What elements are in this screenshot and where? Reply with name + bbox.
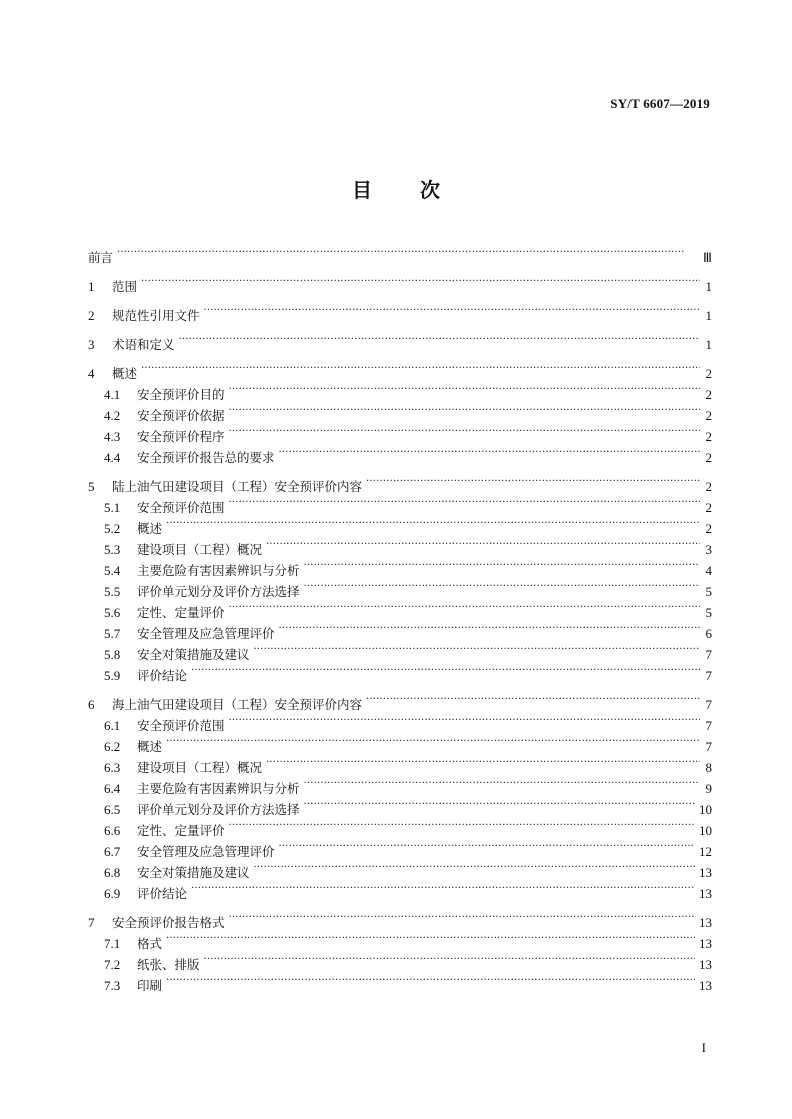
toc-entry-number: 5.7 xyxy=(104,626,121,641)
title-char-2: 次 xyxy=(420,178,440,202)
toc-entry-page: 12 xyxy=(699,844,712,859)
toc-entry-number: 7.3 xyxy=(104,978,121,993)
toc-entry-label: 前言 xyxy=(88,250,114,265)
toc-entry-label: 安全预评价程序 xyxy=(137,429,225,444)
toc-entry-label: 术语和定义 xyxy=(112,337,175,352)
toc-entry-number: 3 xyxy=(88,337,95,352)
toc-entry-label: 概述 xyxy=(137,739,163,754)
toc-entry-label: 安全预评价依据 xyxy=(137,408,225,423)
toc-entry-page: 8 xyxy=(705,760,712,775)
toc-entry-label: 主要危险有害因素辨识与分析 xyxy=(137,781,300,796)
table-of-contents xyxy=(88,248,712,997)
toc-leader-dots xyxy=(141,277,700,291)
toc-leader-dots xyxy=(229,406,700,420)
toc-entry[interactable] xyxy=(88,779,712,800)
toc-entry-number: 4 xyxy=(88,366,95,381)
toc-entry-page: 7 xyxy=(705,647,712,662)
toc-entry-page: 13 xyxy=(699,865,712,880)
toc-entry[interactable] xyxy=(88,498,712,519)
toc-entry[interactable] xyxy=(88,582,712,603)
toc-entry[interactable] xyxy=(88,821,712,842)
toc-entry-label: 建设项目（工程）概况 xyxy=(137,760,263,775)
toc-leader-dots xyxy=(304,561,700,575)
toc-entry-label: 评价单元划分及评价方法选择 xyxy=(137,802,300,817)
standard-code: SY/T 6607—2019 xyxy=(610,96,710,111)
toc-entry[interactable] xyxy=(88,645,712,666)
toc-entry[interactable] xyxy=(88,842,712,863)
toc-entry-label: 规范性引用文件 xyxy=(112,308,200,323)
toc-entry-page: 5 xyxy=(705,584,712,599)
toc-entry-label: 纸张、排版 xyxy=(137,957,200,972)
toc-entry-page: 2 xyxy=(705,500,712,515)
toc-entry-number: 5.1 xyxy=(104,500,121,515)
toc-leader-dots xyxy=(279,624,700,638)
toc-entry-label: 安全对策措施及建议 xyxy=(137,865,250,880)
toc-leader-dots xyxy=(266,758,700,772)
toc-entry[interactable] xyxy=(88,913,712,934)
toc-leader-dots xyxy=(166,737,700,751)
toc-entry[interactable] xyxy=(88,800,712,821)
toc-entry-number: 6 xyxy=(88,697,95,712)
toc-entry-page: 1 xyxy=(705,279,712,294)
toc-entry-label: 评价结论 xyxy=(137,668,188,683)
toc-entry[interactable] xyxy=(88,364,712,385)
page-title xyxy=(0,174,792,203)
toc-entry-number: 5.2 xyxy=(104,521,121,536)
toc-entry-page: 4 xyxy=(705,563,712,578)
toc-entry-number: 7 xyxy=(88,915,95,930)
toc-leader-dots xyxy=(191,666,700,680)
toc-entry[interactable] xyxy=(88,603,712,624)
toc-entry-number: 4.3 xyxy=(104,429,121,444)
toc-entry-label: 概述 xyxy=(112,366,138,381)
toc-entry[interactable] xyxy=(88,519,712,540)
toc-entry-label: 安全管理及应急管理评价 xyxy=(137,844,275,859)
toc-entry-page: 7 xyxy=(705,718,712,733)
toc-leader-dots xyxy=(229,716,700,730)
toc-entry[interactable] xyxy=(88,976,712,997)
toc-entry-number: 5.9 xyxy=(104,668,121,683)
toc-leader-dots xyxy=(141,364,700,378)
toc-entry-label: 陆上油气田建设项目（工程）安全预评价内容 xyxy=(112,479,363,494)
toc-entry-label: 建设项目（工程）概况 xyxy=(137,542,263,557)
toc-entry-page: 13 xyxy=(699,915,712,930)
toc-entry-number: 6.9 xyxy=(104,886,121,901)
toc-leader-dots xyxy=(179,335,700,349)
toc-entry[interactable] xyxy=(88,406,712,427)
toc-entry[interactable] xyxy=(88,884,712,905)
toc-entry[interactable] xyxy=(88,737,712,758)
toc-leader-dots xyxy=(229,498,700,512)
toc-entry-page: 2 xyxy=(705,408,712,423)
toc-leader-dots xyxy=(304,779,700,793)
toc-entry-label: 安全预评价目的 xyxy=(137,387,225,402)
toc-entry-page: 7 xyxy=(705,668,712,683)
toc-entry[interactable] xyxy=(88,335,712,356)
toc-entry-number: 6.4 xyxy=(104,781,121,796)
toc-entry-label: 概述 xyxy=(137,521,163,536)
toc-entry-label: 定性、定量评价 xyxy=(137,823,225,838)
toc-leader-dots xyxy=(266,540,700,554)
toc-entry-number: 5.3 xyxy=(104,542,121,557)
toc-entry[interactable] xyxy=(88,695,712,716)
toc-leader-dots xyxy=(304,800,695,814)
toc-entry-page: 13 xyxy=(699,886,712,901)
toc-entry-number: 6.5 xyxy=(104,802,121,817)
toc-entry-number: 5.5 xyxy=(104,584,121,599)
toc-entry[interactable] xyxy=(88,477,712,498)
toc-entry-page: 2 xyxy=(705,479,712,494)
toc-entry-number: 5.8 xyxy=(104,647,121,662)
toc-entry-page: 2 xyxy=(705,429,712,444)
toc-leader-dots xyxy=(254,863,695,877)
toc-entry-page: 7 xyxy=(705,697,712,712)
toc-leader-dots xyxy=(366,477,700,491)
toc-entry-page: 10 xyxy=(699,802,712,817)
toc-entry-page: 6 xyxy=(705,626,712,641)
toc-entry-page: 3 xyxy=(705,542,712,557)
toc-entry-number: 7.2 xyxy=(104,957,121,972)
toc-entry[interactable] xyxy=(88,306,712,327)
toc-entry[interactable] xyxy=(88,934,712,955)
toc-entry[interactable] xyxy=(88,716,712,737)
toc-leader-dots xyxy=(229,427,700,441)
toc-leader-dots xyxy=(229,385,700,399)
toc-entry-number: 4.2 xyxy=(104,408,121,423)
toc-entry-number: 5.6 xyxy=(104,605,121,620)
toc-entry[interactable] xyxy=(88,540,712,561)
toc-entry-label: 评价结论 xyxy=(137,886,188,901)
toc-leader-dots xyxy=(166,976,695,990)
toc-entry-label: 评价单元划分及评价方法选择 xyxy=(137,584,300,599)
toc-entry-number: 5.4 xyxy=(104,563,121,578)
toc-entry[interactable] xyxy=(88,863,712,884)
toc-leader-dots xyxy=(117,248,699,262)
toc-entry-number: 6.3 xyxy=(104,760,121,775)
toc-entry-number: 6.1 xyxy=(104,718,121,733)
toc-entry-label: 格式 xyxy=(137,936,163,951)
toc-entry-page: 13 xyxy=(699,978,712,993)
toc-entry-label: 印刷 xyxy=(137,978,163,993)
toc-entry[interactable] xyxy=(88,448,712,469)
toc-entry[interactable] xyxy=(88,955,712,976)
toc-entry-label: 安全管理及应急管理评价 xyxy=(137,626,275,641)
toc-entry-label: 安全预评价范围 xyxy=(137,718,225,733)
toc-entry-page: 7 xyxy=(705,739,712,754)
toc-entry[interactable] xyxy=(88,561,712,582)
toc-entry[interactable] xyxy=(88,427,712,448)
toc-entry-page: 2 xyxy=(705,387,712,402)
toc-leader-dots xyxy=(191,884,695,898)
toc-entry[interactable] xyxy=(88,624,712,645)
toc-entry-number: 6.8 xyxy=(104,865,121,880)
toc-entry-page: 9 xyxy=(705,781,712,796)
toc-entry-number: 4.4 xyxy=(104,450,121,465)
toc-entry-label: 安全对策措施及建议 xyxy=(137,647,250,662)
toc-entry-page: 2 xyxy=(705,521,712,536)
toc-entry-label: 范围 xyxy=(112,279,138,294)
toc-entry-page: 2 xyxy=(705,366,712,381)
toc-entry[interactable] xyxy=(88,248,712,269)
toc-entry-label: 安全预评价范围 xyxy=(137,500,225,515)
toc-entry-page: 13 xyxy=(699,957,712,972)
toc-entry[interactable] xyxy=(88,385,712,406)
toc-entry-number: 6.7 xyxy=(104,844,121,859)
toc-leader-dots xyxy=(229,603,700,617)
toc-entry[interactable] xyxy=(88,758,712,779)
toc-leader-dots xyxy=(366,695,700,709)
toc-entry-page: 1 xyxy=(705,308,712,323)
toc-entry-page: 1 xyxy=(705,337,712,352)
toc-entry-label: 安全预评价报告格式 xyxy=(112,915,225,930)
toc-entry-label: 定性、定量评价 xyxy=(137,605,225,620)
toc-entry-number: 7.1 xyxy=(104,936,121,951)
toc-entry-number: 6.2 xyxy=(104,739,121,754)
toc-entry-number: 5 xyxy=(88,479,95,494)
toc-entry-page: 10 xyxy=(699,823,712,838)
toc-leader-dots xyxy=(166,519,700,533)
toc-entry-number: 1 xyxy=(88,279,95,294)
toc-entry[interactable] xyxy=(88,277,712,298)
toc-entry-page: Ⅲ xyxy=(703,250,712,265)
toc-entry-number: 4.1 xyxy=(104,387,121,402)
toc-entry-label: 安全预评价报告总的要求 xyxy=(137,450,275,465)
toc-entry-label: 主要危险有害因素辨识与分析 xyxy=(137,563,300,578)
toc-entry-label: 海上油气田建设项目（工程）安全预评价内容 xyxy=(112,697,363,712)
toc-entry-page: 13 xyxy=(699,936,712,951)
toc-leader-dots xyxy=(279,842,695,856)
toc-leader-dots xyxy=(254,645,700,659)
page-folio: I xyxy=(701,1040,706,1055)
toc-leader-dots xyxy=(204,955,695,969)
toc-entry[interactable] xyxy=(88,666,712,687)
toc-entry-page: 5 xyxy=(705,605,712,620)
toc-leader-dots xyxy=(166,934,695,948)
toc-leader-dots xyxy=(229,913,695,927)
toc-leader-dots xyxy=(229,821,695,835)
toc-leader-dots xyxy=(279,448,700,462)
title-char-1: 目 xyxy=(352,178,372,202)
toc-leader-dots xyxy=(204,306,700,320)
toc-entry-number: 2 xyxy=(88,308,95,323)
toc-entry-page: 2 xyxy=(705,450,712,465)
toc-entry-number: 6.6 xyxy=(104,823,121,838)
toc-leader-dots xyxy=(304,582,700,596)
